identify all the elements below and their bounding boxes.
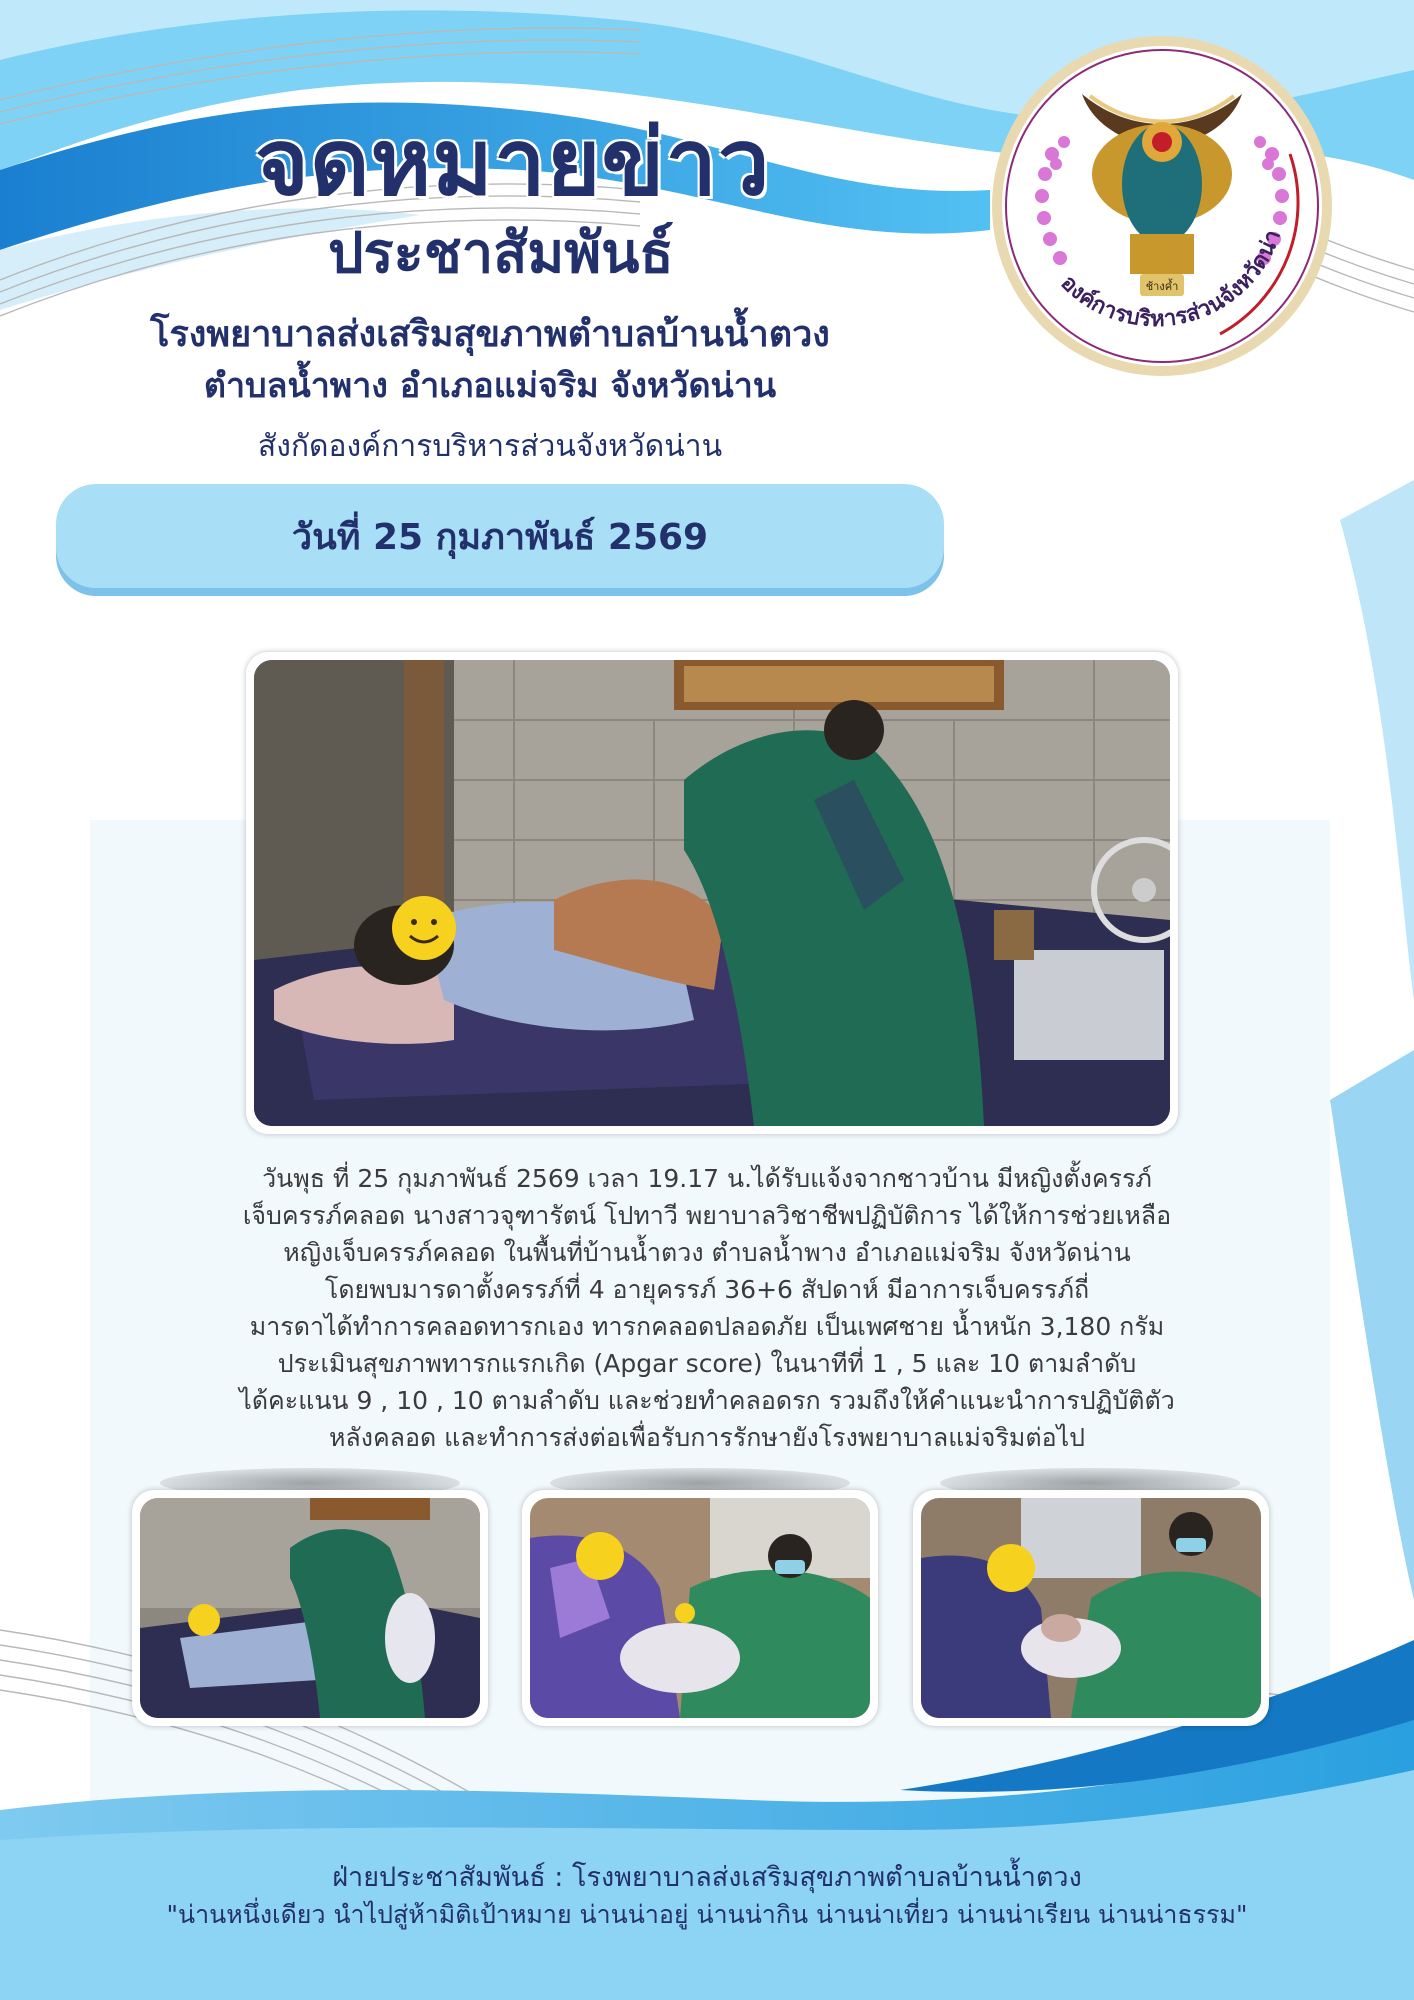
org-affiliation: สังกัดองค์การบริหารส่วนจังหวัดน่าน bbox=[257, 429, 723, 464]
seal-text: องค์การบริหารส่วนจังหวัดน่า bbox=[1055, 226, 1287, 333]
photo-thumbnail-2 bbox=[522, 1490, 878, 1726]
date-text: วันที่ 25 กุมภาพันธ์ 2569 bbox=[291, 516, 709, 558]
paragraph-line: เจ็บครรภ์คลอด นางสาวจุฑารัตน์ โปทาวี พยาบาลวิชาชีพปฏิบัติการ ได้ให้การช่วยเหลือ bbox=[242, 1201, 1172, 1230]
footer-pr-credit: ฝ่ายประชาสัมพันธ์ : โรงพยาบาลส่งเสริมสุขภาพตำบลบ้านน้ำตวง bbox=[332, 1862, 1082, 1893]
article-body bbox=[120, 1160, 1294, 1456]
org-name: โรงพยาบาลส่งเสริมสุขภาพตำบลบ้านน้ำตวง bbox=[150, 314, 830, 355]
paragraph-line: ประเมินสุขภาพทารกแรกเกิด (Apgar score) ในนาทีที่ 1 , 5 และ 10 ตามลำดับ bbox=[277, 1349, 1137, 1378]
paragraph-line: หลังคลอด และทำการส่งต่อเพื่อรับการรักษายังโรงพยาบาลแม่จริมต่อไป bbox=[328, 1423, 1086, 1452]
footer-slogan: "น่านหนึ่งเดียว นำไปสู่ห้ามิติเป้าหมาย น่านน่าอยู่ น่านน่ากิน น่านน่าเที่ยว น่านน่าเรียน น่านน่าธรรม" bbox=[166, 1900, 1248, 1929]
paragraph-line: หญิงเจ็บครรภ์คลอด ในพื้นที่บ้านน้ำตวง ตำบลน้ำพาง อำเภอแม่จริม จังหวัดน่าน bbox=[283, 1238, 1131, 1267]
paragraph-line: โดยพบมารดาตั้งครรภ์ที่ 4 อายุครรภ์ 36+6 สัปดาห์ มีอาการเจ็บครรภ์ถี่ bbox=[324, 1275, 1090, 1304]
seal-plaque: ช้างค้ำ bbox=[1145, 280, 1179, 293]
paragraph-line: วันพุธ ที่ 25 กุมภาพันธ์ 2569 เวลา 19.17 น.ได้รับแจ้งจากชาวบ้าน มีหญิงตั้งครรภ์ bbox=[262, 1164, 1152, 1193]
newsletter-subtitle: ประชาสัมพันธ์ bbox=[328, 221, 674, 286]
paragraph-line: ได้คะแนน 9 , 10 , 10 ตามลำดับ และช่วยทำคลอดรก รวมถึงให้คำแนะนำการปฏิบัติตัว bbox=[239, 1386, 1175, 1415]
date-banner bbox=[56, 484, 944, 588]
photo-thumbnail-1 bbox=[132, 1490, 488, 1726]
newsletter-title: จดหมายข่าว bbox=[255, 109, 771, 216]
main-photo bbox=[246, 652, 1178, 1134]
photo-thumbnail-3 bbox=[913, 1490, 1269, 1726]
org-location: ตำบลน้ำพาง อำเภอแม่จริม จังหวัดน่าน bbox=[203, 366, 777, 406]
provincial-seal-logo bbox=[990, 34, 1334, 378]
paragraph-line: มารดาได้ทำการคลอดทารกเอง ทารกคลอดปลอดภัย เป็นเพศชาย น้ำหนัก 3,180 กรัม bbox=[249, 1312, 1165, 1341]
